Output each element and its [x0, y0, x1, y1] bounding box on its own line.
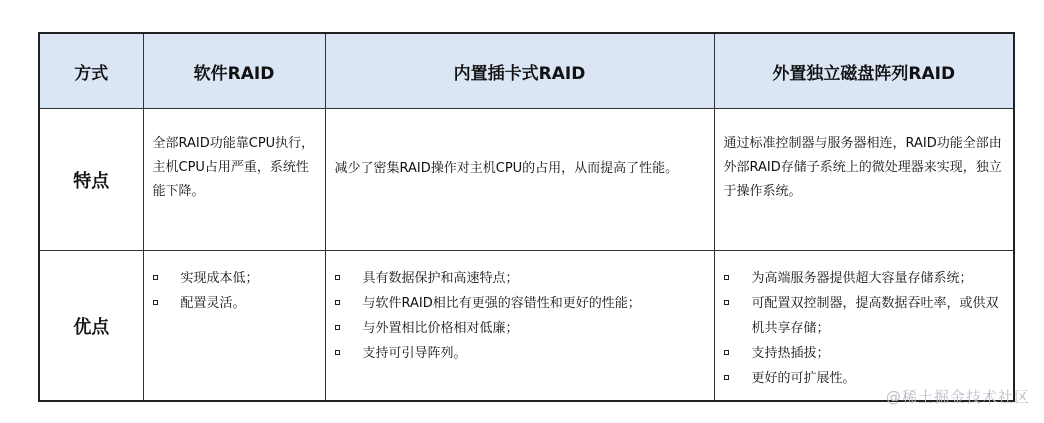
- row-label-features: 特点: [39, 109, 143, 251]
- advantages-external-array-raid: [714, 251, 1014, 402]
- advantages-internal-card-raid: [325, 251, 714, 402]
- list-item: 可配置双控制器，提高数据吞吐率，或供双机共享存储；: [724, 291, 1006, 341]
- header-internal-card-raid: 内置插卡式RAID: [325, 33, 714, 109]
- table-row-features: [39, 109, 1014, 251]
- header-software-raid: 软件RAID: [143, 33, 325, 109]
- list-item: 实现成本低；: [153, 266, 317, 291]
- table-row-advantages: [39, 251, 1014, 402]
- square-bullet-icon: [724, 375, 729, 380]
- square-bullet-icon: [724, 275, 729, 280]
- list-item: 支持可引导阵列。: [335, 341, 706, 366]
- square-bullet-icon: [335, 275, 340, 280]
- advantages-list: [144, 251, 325, 316]
- list-item: 具有数据保护和高速特点；: [335, 266, 706, 291]
- list-item: 为高端服务器提供超大容量存储系统；: [724, 266, 1006, 291]
- advantages-list: [326, 251, 714, 366]
- advantages-list: [715, 251, 1014, 391]
- list-item: 与软件RAID相比有更强的容错性和更好的性能；: [335, 291, 706, 316]
- square-bullet-icon: [724, 350, 729, 355]
- advantages-software-raid: [143, 251, 325, 402]
- raid-comparison-table: [38, 32, 1015, 402]
- list-item: 配置灵活。: [153, 291, 317, 316]
- header-method: 方式: [39, 33, 143, 109]
- square-bullet-icon: [153, 275, 158, 280]
- list-item: 支持热插拔；: [724, 341, 1006, 366]
- row-label-advantages: 优点: [39, 251, 143, 402]
- square-bullet-icon: [724, 300, 729, 305]
- square-bullet-icon: [153, 300, 158, 305]
- square-bullet-icon: [335, 325, 340, 330]
- square-bullet-icon: [335, 350, 340, 355]
- features-software-raid: 全部RAID功能靠CPU执行，主机CPU占用严重，系统性能下降。: [143, 109, 325, 251]
- header-external-array-raid: 外置独立磁盘阵列RAID: [714, 33, 1014, 109]
- list-item: 与外置相比价格相对低廉；: [335, 316, 706, 341]
- square-bullet-icon: [335, 300, 340, 305]
- watermark: @稀土掘金技术社区: [885, 388, 1030, 406]
- list-item: 更好的可扩展性。: [724, 366, 1006, 391]
- header-row: [39, 33, 1014, 109]
- features-external-array-raid: 通过标准控制器与服务器相连，RAID功能全部由外部RAID存储子系统上的微处理器来实现，独立于操作系统。: [714, 109, 1014, 251]
- features-internal-card-raid: 减少了密集RAID操作对主机CPU的占用，从而提高了性能。: [325, 109, 714, 251]
